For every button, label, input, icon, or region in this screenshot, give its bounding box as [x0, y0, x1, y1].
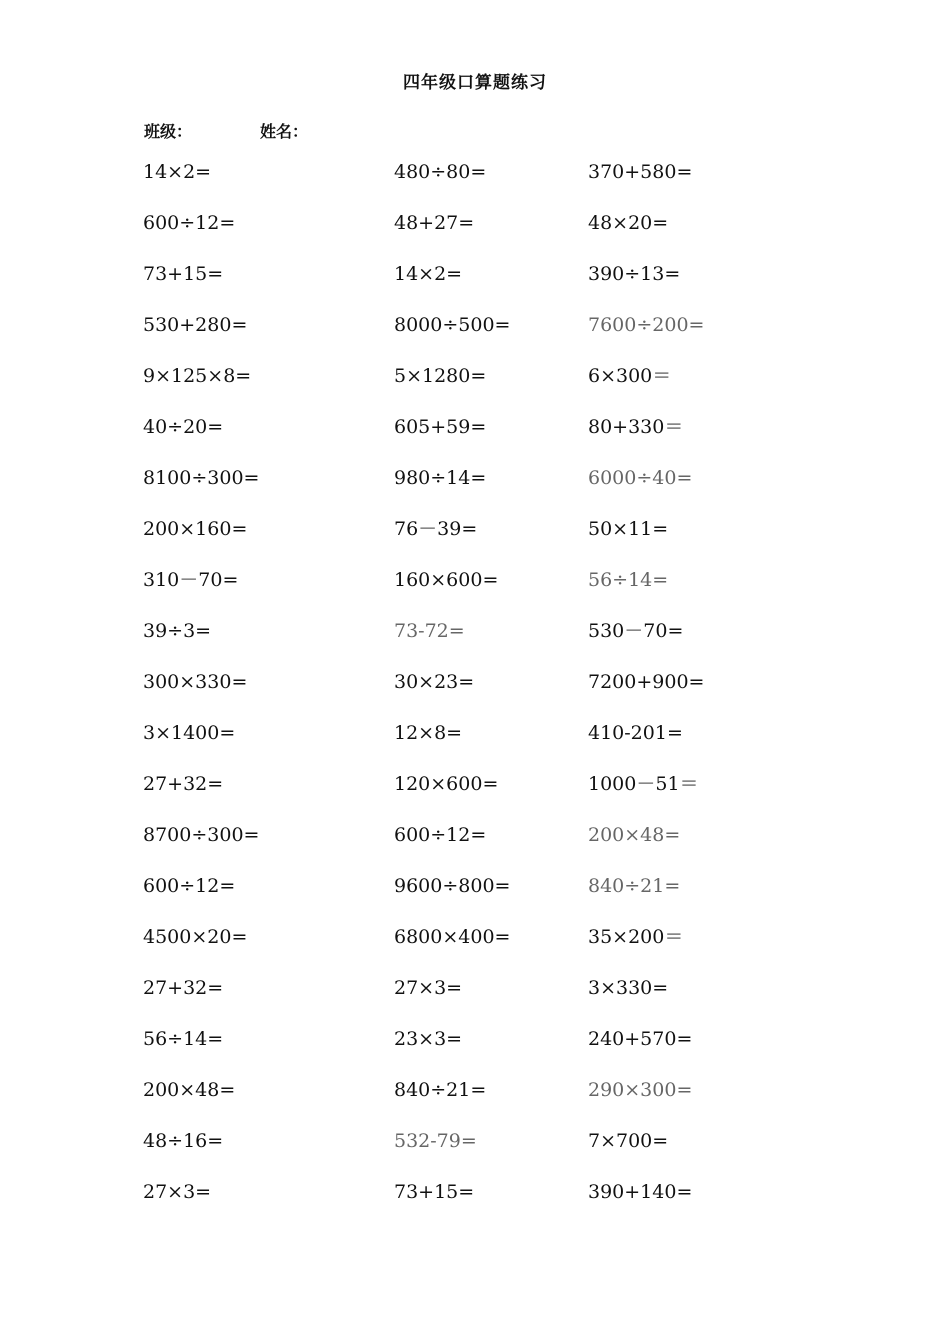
problem-item: 48×20= [588, 212, 669, 234]
problem-item: 14×2= [143, 161, 212, 183]
problem-item: 8700÷300= [143, 824, 260, 846]
problem-row [0, 1024, 950, 1075]
problem-item: 6800×400= [394, 926, 511, 948]
problem-row [0, 1075, 950, 1126]
problem-item: 6×300＝ [588, 365, 672, 387]
problem-item: 980÷14= [394, 467, 487, 489]
problem-item: 9600÷800= [394, 875, 511, 897]
problem-item: 7×700= [588, 1130, 669, 1152]
problem-item: 600÷12= [143, 875, 236, 897]
problem-row [0, 922, 950, 973]
problem-item: 310－70= [143, 569, 239, 591]
problem-item: 27+32= [143, 977, 224, 999]
problem-item: 370+580= [588, 161, 693, 183]
problem-item: 50×11= [588, 518, 669, 540]
problem-item: 480÷80= [394, 161, 487, 183]
page-title: 四年级口算题练习 [403, 73, 547, 93]
problem-row [0, 157, 950, 208]
problem-item: 600÷12= [143, 212, 236, 234]
problem-item: 30×23= [394, 671, 475, 693]
problem-item: 3×1400= [143, 722, 236, 744]
name-label: 姓名： [260, 122, 309, 141]
problem-item: 73+15= [394, 1181, 475, 1203]
problem-item: 56÷14= [143, 1028, 224, 1050]
problem-row [0, 973, 950, 1024]
student-info [144, 119, 309, 142]
problem-item: 300×330= [143, 671, 248, 693]
problem-row [0, 310, 950, 361]
problem-row [0, 361, 950, 412]
problem-item: 3×330= [588, 977, 669, 999]
class-label: 班级： [144, 122, 193, 141]
problem-item: 200×48= [588, 824, 681, 846]
problem-grid [0, 157, 950, 1228]
problem-row [0, 769, 950, 820]
problem-item: 160×600= [394, 569, 499, 591]
problem-item: 7600÷200= [588, 314, 705, 336]
problem-item: 1000－51＝ [588, 773, 699, 795]
problem-item: 410-201= [588, 722, 683, 744]
problem-item: 76－39= [394, 518, 478, 540]
problem-item: 27×3= [143, 1181, 212, 1203]
problem-item: 840÷21= [588, 875, 681, 897]
problem-item: 605+59= [394, 416, 487, 438]
problem-item: 9×125×8= [143, 365, 252, 387]
problem-item: 120×600= [394, 773, 499, 795]
problem-item: 200×160= [143, 518, 248, 540]
problem-item: 39÷3= [143, 620, 212, 642]
problem-item: 73-72= [394, 620, 465, 642]
problem-row [0, 616, 950, 667]
problem-item: 8000÷500= [394, 314, 511, 336]
problem-row [0, 718, 950, 769]
problem-item: 200×48= [143, 1079, 236, 1101]
problem-row [0, 1177, 950, 1228]
problem-item: 240+570= [588, 1028, 693, 1050]
problem-row [0, 412, 950, 463]
problem-item: 23×3= [394, 1028, 463, 1050]
problem-item: 840÷21= [394, 1079, 487, 1101]
problem-item: 48÷16= [143, 1130, 224, 1152]
problem-item: 5×1280= [394, 365, 487, 387]
problem-item: 27+32= [143, 773, 224, 795]
problem-item: 8100÷300= [143, 467, 260, 489]
problem-row [0, 820, 950, 871]
problem-item: 27×3= [394, 977, 463, 999]
problem-item: 12×8= [394, 722, 463, 744]
problem-item: 35×200＝ [588, 926, 684, 948]
problem-row [0, 259, 950, 310]
problem-item: 530－70= [588, 620, 684, 642]
problem-item: 6000÷40= [588, 467, 693, 489]
problem-row [0, 871, 950, 922]
problem-item: 40÷20= [143, 416, 224, 438]
problem-item: 390÷13= [588, 263, 681, 285]
problem-item: 532-79= [394, 1130, 477, 1152]
problem-item: 48+27= [394, 212, 475, 234]
problem-item: 73+15= [143, 263, 224, 285]
problem-item: 530+280= [143, 314, 248, 336]
problem-row [0, 463, 950, 514]
problem-row [0, 208, 950, 259]
problem-row [0, 667, 950, 718]
problem-item: 80+330＝ [588, 416, 684, 438]
problem-item: 14×2= [394, 263, 463, 285]
problem-item: 600÷12= [394, 824, 487, 846]
problem-item: 4500×20= [143, 926, 248, 948]
problem-row [0, 514, 950, 565]
problem-item: 390+140= [588, 1181, 693, 1203]
problem-item: 7200+900= [588, 671, 705, 693]
problem-row [0, 565, 950, 616]
problem-row [0, 1126, 950, 1177]
problem-item: 290×300= [588, 1079, 693, 1101]
problem-item: 56÷14= [588, 569, 669, 591]
